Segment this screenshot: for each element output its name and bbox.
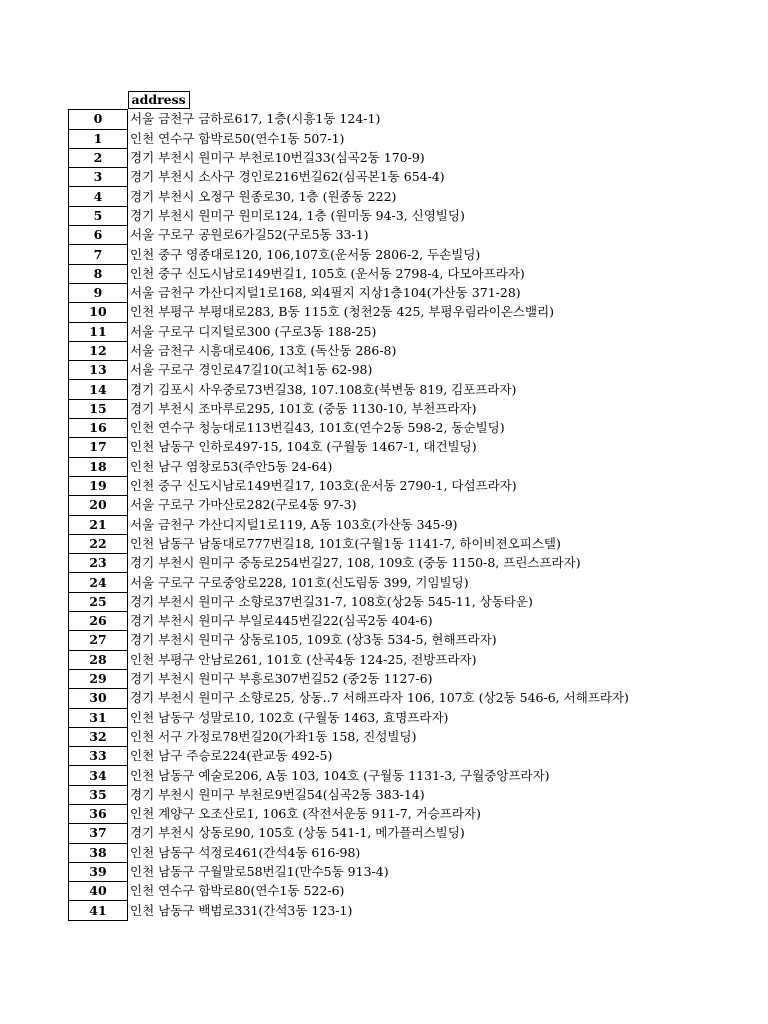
row-index: 0 bbox=[69, 110, 128, 129]
table-row bbox=[69, 669, 630, 688]
table-row bbox=[69, 689, 630, 708]
row-index: 20 bbox=[69, 496, 128, 515]
row-index: 5 bbox=[69, 206, 128, 225]
row-index: 13 bbox=[69, 361, 128, 380]
table-row bbox=[69, 592, 630, 611]
table-row bbox=[69, 804, 630, 823]
row-address: 인천 부평구 부평대로283, B동 115호 (청천2동 425, 부평우림라이온스밸리) bbox=[130, 304, 555, 320]
row-address: 경기 부천시 원미구 소향로25, 상동..7 서해프라자 106, 107호 (상2동 546-6, 서해프라자) bbox=[130, 690, 629, 706]
row-address: 경기 부천시 원미구 부흥로307번길52 (중2동 1127-6) bbox=[130, 671, 433, 687]
table-row bbox=[69, 110, 630, 129]
row-address: 인천 서구 가정로78번길20(가좌1동 158, 진성빌딩) bbox=[130, 728, 417, 744]
row-address: 인천 남동구 구월말로58번길1(만수5동 913-4) bbox=[130, 864, 389, 880]
table-row bbox=[69, 785, 630, 804]
table-row bbox=[69, 438, 630, 457]
address-table bbox=[68, 91, 630, 921]
table-row bbox=[69, 554, 630, 573]
row-address: 인천 연수구 함박로50(연수1동 507-1) bbox=[130, 130, 345, 146]
row-index: 22 bbox=[69, 534, 128, 553]
row-address: 경기 부천시 원미구 중동로254번길27, 108, 109호 (중동 1150-8, 프린스프라자) bbox=[130, 555, 581, 571]
row-index: 36 bbox=[69, 804, 128, 823]
row-address: 경기 부천시 원미구 상동로105, 109호 (상3동 534-5, 현해프라자) bbox=[130, 632, 497, 648]
row-index: 37 bbox=[69, 824, 128, 843]
row-address: 인천 연수구 함박로80(연수1동 522-6) bbox=[130, 883, 345, 899]
table-row bbox=[69, 148, 630, 167]
table-row bbox=[69, 341, 630, 360]
row-index: 3 bbox=[69, 168, 128, 187]
row-address: 인천 남동구 백범로331(간석3동 123-1) bbox=[130, 902, 353, 918]
table-row bbox=[69, 631, 630, 650]
row-address: 서울 구로구 구로중앙로228, 101호(신도림동 399, 기임빌딩) bbox=[130, 574, 469, 590]
row-index: 23 bbox=[69, 554, 128, 573]
table-row bbox=[69, 708, 630, 727]
header-cell bbox=[128, 91, 630, 110]
table-row bbox=[69, 264, 630, 283]
row-index: 24 bbox=[69, 573, 128, 592]
row-index: 31 bbox=[69, 708, 128, 727]
row-address: 경기 부천시 조마루로295, 101호 (중동 1130-10, 부천프라자) bbox=[130, 400, 477, 416]
table-row bbox=[69, 187, 630, 206]
row-index: 26 bbox=[69, 612, 128, 631]
row-address: 서울 구로구 가마산로282(구로4동 97-3) bbox=[130, 497, 357, 513]
row-index: 35 bbox=[69, 785, 128, 804]
row-index: 11 bbox=[69, 322, 128, 341]
row-index: 21 bbox=[69, 515, 128, 534]
table-row bbox=[69, 515, 630, 534]
table-row bbox=[69, 901, 630, 920]
row-index: 40 bbox=[69, 882, 128, 901]
row-address: 인천 남동구 인하로497-15, 104호 (구월동 1467-1, 대건빌딩) bbox=[130, 439, 477, 455]
table-row bbox=[69, 476, 630, 495]
table-row bbox=[69, 612, 630, 631]
table-row bbox=[69, 766, 630, 785]
row-index: 32 bbox=[69, 727, 128, 746]
table-row bbox=[69, 245, 630, 264]
row-index: 8 bbox=[69, 264, 128, 283]
row-address: 인천 연수구 청능대로113번길43, 101호(연수2동 598-2, 동순빌딩) bbox=[130, 420, 505, 436]
row-index: 14 bbox=[69, 380, 128, 399]
row-index: 41 bbox=[69, 901, 128, 920]
row-index: 17 bbox=[69, 438, 128, 457]
row-address: 경기 부천시 원미구 부일로445번길22(심곡2동 404-6) bbox=[130, 613, 433, 629]
table-row bbox=[69, 283, 630, 302]
row-index: 6 bbox=[69, 226, 128, 245]
table-row bbox=[69, 727, 630, 746]
row-address: 인천 중구 신도시남로149번길17, 103호(운서동 2790-1, 다섬프라자) bbox=[130, 478, 517, 494]
row-address: 인천 부평구 안남로261, 101호 (산곡4동 124-25, 전방프라자) bbox=[130, 651, 477, 667]
table-row bbox=[69, 399, 630, 418]
address-table-sheet bbox=[68, 91, 630, 921]
row-address: 서울 금천구 금하로617, 1층(시흥1동 124-1) bbox=[130, 111, 381, 127]
header-corner bbox=[69, 91, 128, 110]
row-index: 7 bbox=[69, 245, 128, 264]
row-index: 33 bbox=[69, 747, 128, 766]
row-address: 인천 남구 주승로224(관교동 492-5) bbox=[130, 748, 333, 764]
row-address: 경기 부천시 원미구 부천로9번길54(심곡2동 383-14) bbox=[130, 786, 425, 802]
table-row bbox=[69, 843, 630, 862]
row-address: 인천 계양구 오조산로1, 106호 (작전서운동 911-7, 거승프라자) bbox=[130, 806, 481, 822]
row-index: 2 bbox=[69, 148, 128, 167]
row-address: 인천 중구 신도시남로149번길1, 105호 (운서동 2798-4, 다모아프라자) bbox=[130, 265, 525, 281]
row-address: 서울 금천구 가산디지털1로168, 외4필지 지상1층104(가산동 371-28) bbox=[130, 285, 521, 301]
table-row bbox=[69, 824, 630, 843]
row-address: 인천 남동구 남동대로777번길18, 101호(구월1동 1141-7, 하이비젼오피스텔) bbox=[130, 535, 561, 551]
table-row bbox=[69, 303, 630, 322]
table-body bbox=[69, 110, 630, 920]
row-index: 28 bbox=[69, 650, 128, 669]
row-address: 서울 구로구 경인로47길10(고척1동 62-98) bbox=[130, 362, 373, 378]
row-address: 인천 남동구 예술로206, A동 103, 104호 (구월동 1131-3, 구월중앙프라자) bbox=[130, 767, 550, 783]
table-row bbox=[69, 226, 630, 245]
table-row bbox=[69, 361, 630, 380]
row-index: 34 bbox=[69, 766, 128, 785]
row-index: 9 bbox=[69, 283, 128, 302]
table-row bbox=[69, 129, 630, 148]
row-address: 경기 부천시 오정구 원종로30, 1층 (원종동 222) bbox=[130, 188, 397, 204]
row-address: 서울 금천구 시흥대로406, 13호 (독산동 286-8) bbox=[130, 343, 397, 358]
column-header-address: address bbox=[128, 91, 190, 109]
row-address: 서울 구로구 디지털로300 (구로3동 188-25) bbox=[130, 323, 377, 339]
row-index: 1 bbox=[69, 129, 128, 148]
row-address: 인천 남동구 석정로461(간석4동 616-98) bbox=[130, 844, 361, 860]
header-row bbox=[69, 91, 630, 110]
row-address: 경기 부천시 원미구 원미로124, 1층 (원미동 94-3, 신영빌딩) bbox=[130, 207, 465, 223]
table-row bbox=[69, 534, 630, 553]
table-row bbox=[69, 882, 630, 901]
table-row bbox=[69, 496, 630, 515]
row-address: 인천 중구 영종대로120, 106,107호(운서동 2806-2, 두손빌딩) bbox=[130, 246, 481, 262]
table-row bbox=[69, 419, 630, 438]
table-row bbox=[69, 457, 630, 476]
row-address: 경기 김포시 사우중로73번길38, 107.108호(북변동 819, 김포프라자) bbox=[130, 381, 517, 397]
row-address: 경기 부천시 원미구 소향로37번길31-7, 108호(상2동 545-11, 상동타운) bbox=[130, 593, 533, 609]
row-address: 경기 부천시 상동로90, 105호 (상동 541-1, 메가플러스빌딩) bbox=[130, 825, 465, 841]
row-index: 19 bbox=[69, 476, 128, 495]
row-index: 18 bbox=[69, 457, 128, 476]
table-row bbox=[69, 650, 630, 669]
row-index: 38 bbox=[69, 843, 128, 862]
table-row bbox=[69, 206, 630, 225]
row-index: 29 bbox=[69, 669, 128, 688]
row-address: 경기 부천시 소사구 경인로216번길62(심곡본1동 654-4) bbox=[130, 169, 445, 185]
table-row bbox=[69, 168, 630, 187]
row-index: 27 bbox=[69, 631, 128, 650]
row-address: 인천 남동구 성말로10, 102호 (구월동 1463, 효명프라자) bbox=[130, 709, 449, 725]
row-index: 25 bbox=[69, 592, 128, 611]
table-row bbox=[69, 573, 630, 592]
row-index: 39 bbox=[69, 862, 128, 881]
row-index: 12 bbox=[69, 341, 128, 360]
table-row bbox=[69, 862, 630, 881]
table-row bbox=[69, 747, 630, 766]
row-index: 16 bbox=[69, 419, 128, 438]
table-row bbox=[69, 380, 630, 399]
row-index: 15 bbox=[69, 399, 128, 418]
row-index: 10 bbox=[69, 303, 128, 322]
row-index: 4 bbox=[69, 187, 128, 206]
row-address: 경기 부천시 원미구 부천로10번길33(심곡2동 170-9) bbox=[130, 150, 425, 166]
table-row bbox=[69, 322, 630, 341]
row-address: 서울 금천구 가산디지털1로119, A동 103호(가산동 345-9) bbox=[130, 516, 458, 532]
row-index: 30 bbox=[69, 689, 128, 708]
row-address: 서울 구로구 공원로6가길52(구로5동 33-1) bbox=[130, 227, 369, 243]
row-address: 인천 남구 염창로53(주안5동 24-64) bbox=[130, 458, 333, 474]
